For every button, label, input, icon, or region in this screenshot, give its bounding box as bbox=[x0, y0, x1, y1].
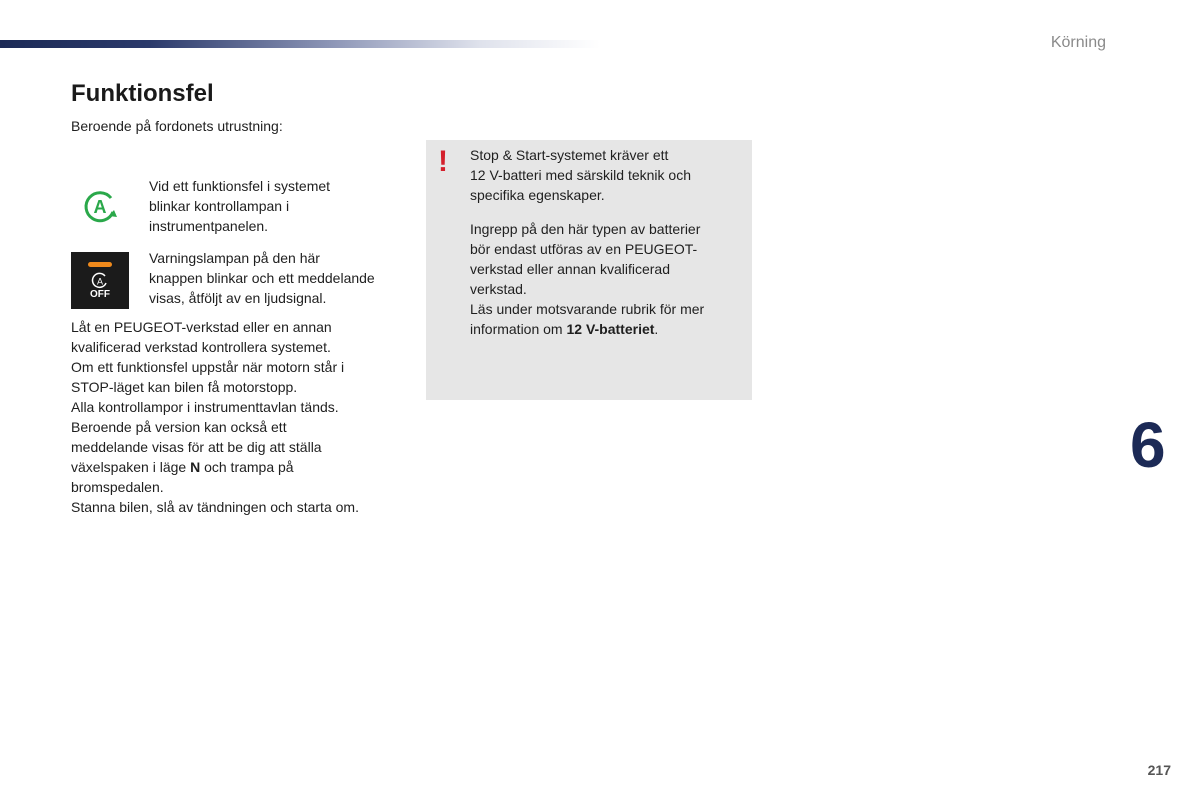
page-number: 217 bbox=[1147, 762, 1171, 778]
exclamation-icon: ! bbox=[438, 145, 448, 178]
start-stop-off-button bbox=[71, 252, 129, 309]
chapter-number: 6 bbox=[1130, 409, 1166, 481]
svg-text:A: A bbox=[93, 197, 107, 217]
svg-text:A: A bbox=[96, 276, 104, 287]
off-label: OFF bbox=[90, 289, 110, 300]
warning-led bbox=[88, 262, 112, 267]
warning-paragraph-1: Stop & Start-systemet kräver ett 12 V-batteri med särskild teknik och specifika egenskaper. bbox=[470, 147, 691, 203]
intro-text: Beroende på fordonets utrustning: bbox=[71, 118, 283, 134]
auto-start-stop-icon bbox=[80, 190, 120, 224]
auto-a-icon bbox=[91, 272, 109, 290]
header-gradient-bar bbox=[0, 40, 600, 48]
item-1-text: Vid ett funktionsfel i systemet blinkar kontrollampan i instrumentpanelen. bbox=[149, 178, 331, 234]
body-text: Låt en PEUGEOT-verkstad eller en annan kvalificerad verkstad kontrollera systemet. Om ett funktionsfel uppstår när motorn står i STOP-läget kan bilen få motorstopp. Alla kontrollampor i instrumenttavlan tänds. Beroende på version kan också ett meddelande visas för att be dig att ställa växelspaken i läge N och trampa på bromspedalen. Stanna bilen, slå av tändningen och starta om. bbox=[71, 319, 359, 515]
chapter-name: Körning bbox=[1050, 34, 1106, 51]
warning-paragraph-2: Ingrepp på den här typen av batterier bör endast utföras av en PEUGEOT- verkstad eller annan kvalificerad verkstad. Läs under motsvarande rubrik för mer information om 12 V-batteriet. bbox=[470, 221, 705, 337]
item-2-text: Varningslampan på den här knappen blinkar och ett meddelande visas, åtföljt av en ljudsignal. bbox=[149, 250, 375, 306]
section-title: Funktionsfel bbox=[71, 80, 214, 107]
